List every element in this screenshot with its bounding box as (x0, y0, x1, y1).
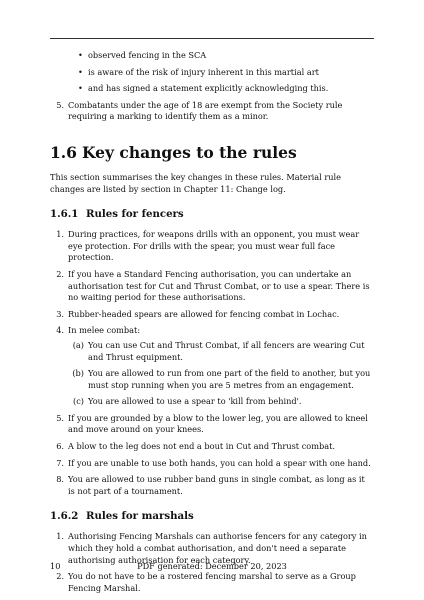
section-intro: This section summarises the key changes in these rules. Material rule changes are listed by section in Chapter 11: Change log. (50, 171, 342, 194)
subsection-title: Rules for marshals (86, 510, 194, 523)
item-number: 3. (56, 308, 64, 319)
item-number: 8. (56, 474, 64, 485)
item-text: Combatants under the age of 18 are exempt from the Society rule requiring a marking to identify them as a minor. (68, 99, 343, 122)
item-number: 5. (56, 99, 64, 110)
list-item-5 (50, 100, 374, 123)
fencer-rule-item (50, 413, 374, 436)
fencer-rule-item (50, 229, 374, 264)
section-heading (50, 143, 374, 163)
bullet-item: • observed fencing in the SCA (78, 50, 374, 62)
section-title: Key changes to the rules (82, 142, 297, 162)
item-number: 4. (56, 325, 64, 336)
page-content (50, 50, 374, 599)
generated-date: PDF generated: December 20, 2023 (137, 561, 287, 571)
subitem-letter: (a) (72, 339, 84, 350)
item-text: You do not have to be a rostered fencing marshal to serve as a Group Fencing Marshal. (68, 571, 356, 593)
bullet-item: • and has signed a statement explicitly acknowledging this. (78, 83, 374, 95)
item-number: 6. (56, 441, 64, 452)
item-number: 1. (56, 229, 64, 240)
fencer-rule-item (50, 458, 374, 470)
subitem-text: You are allowed to run from one part of the field to another, but you must stop running when you are 5 metres from an engagement. (88, 368, 371, 390)
bullet-item: • is aware of the risk of injury inherent in this martial art (78, 67, 374, 79)
marshal-rule-item (50, 571, 374, 594)
item-text: Rubber-headed spears are allowed for fencing combat in Lochac. (68, 308, 340, 319)
item-number: 2. (56, 571, 64, 582)
fencer-rule-item (50, 309, 374, 321)
page-number: 10 (50, 561, 61, 571)
item-text: You are allowed to use rubber band guns in single combat, as long as it is not part of a tournament. (68, 474, 365, 496)
subsection-number: 1.6.2 (50, 510, 79, 523)
item-text: If you have a Standard Fencing authorisation, you can undertake an authorisation test for Cut and Thrust Combat, or to use a spear. There is no waiting period for these authorisations. (68, 268, 370, 303)
requirement-bullets (78, 50, 374, 95)
subsection-title: Rules for fencers (86, 208, 184, 221)
subsection-heading-marshals (50, 510, 374, 523)
subsection-heading-fencers (50, 208, 374, 221)
subsection-number: 1.6.1 (50, 208, 79, 221)
item-text: In melee combat: (68, 325, 141, 336)
header-rule (50, 38, 374, 39)
fencer-rule-item (50, 474, 374, 497)
item-text: If you are unable to use both hands, you can hold a spear with one hand. (68, 457, 371, 468)
fencer-rule-item (50, 325, 374, 408)
item-text: If you are grounded by a blow to the lower leg, you are allowed to kneel and move around on your knees. (68, 412, 368, 435)
subitem-text: You are allowed to use a spear to 'kill from behind'. (88, 396, 302, 407)
item-number: 1. (56, 531, 64, 542)
fencer-rule-item (50, 269, 374, 304)
item-text: During practices, for weapons drills with an opponent, you must wear eye protection. For drills with the spear, you must wear full face protection. (68, 229, 360, 263)
melee-subitem (68, 368, 374, 391)
item-number: 2. (56, 268, 64, 279)
subitem-text: You can use Cut and Thrust Combat, if all fencers are wearing Cut and Thrust equipment. (88, 339, 365, 362)
melee-subitem (68, 396, 374, 408)
item-text: A blow to the leg does not end a bout in Cut and Thrust combat. (68, 441, 335, 452)
item-text: Authorising Fencing Marshals can authorise fencers for any category in which they hold a combat authorisation, and don't need a separate authorising authorisation for each category. (68, 531, 367, 565)
item-number: 7. (56, 457, 64, 468)
subitem-letter: (c) (73, 396, 84, 407)
item-number: 5. (56, 412, 64, 423)
fencer-rule-item (50, 441, 374, 453)
subitem-letter: (b) (72, 368, 84, 379)
section-number: 1.6 (50, 142, 77, 162)
melee-subitem (68, 340, 374, 363)
